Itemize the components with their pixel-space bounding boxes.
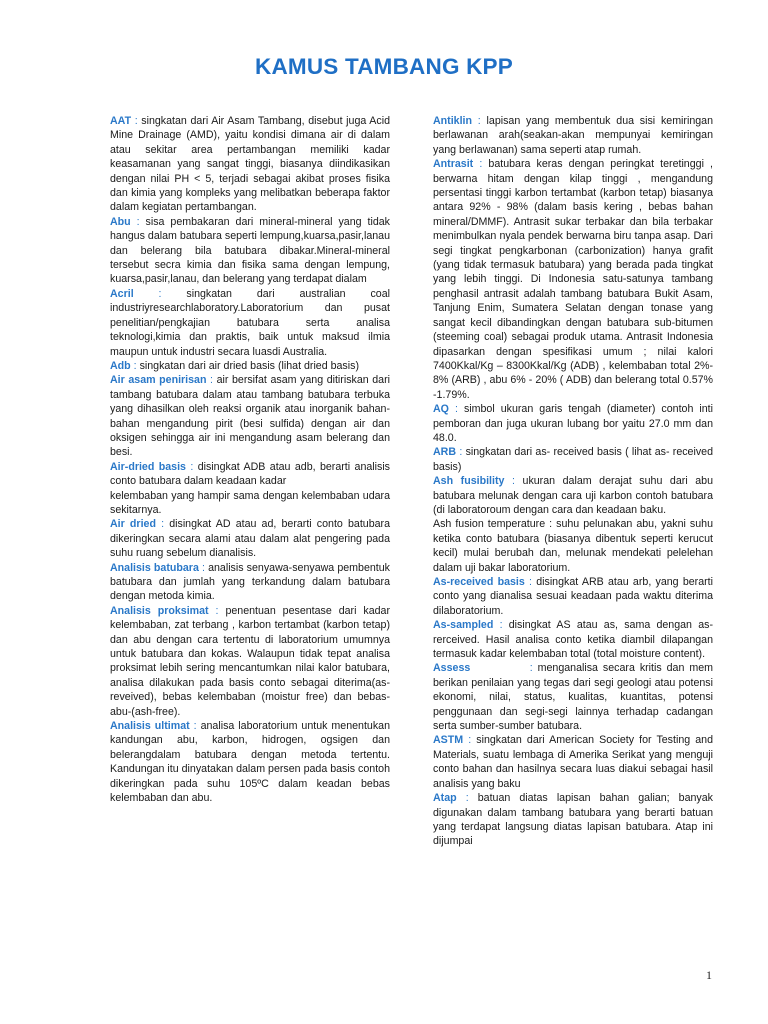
glossary-entry-abu — [110, 215, 390, 287]
page-title: KAMUS TAMBANG KPP — [255, 54, 513, 79]
entry-definition: simbol ukuran garis tengah (diameter) contoh inti pemboran dan juga ukuran lubang bor yaitu 27.0 mm dan 48.0. — [433, 403, 713, 444]
entry-separator: : — [130, 215, 146, 228]
entry-separator: : — [155, 518, 170, 531]
entry-term: ARB — [433, 446, 457, 459]
entry-separator: : — [208, 604, 226, 617]
glossary-entry-air-asam-penirisan — [110, 373, 390, 459]
entry-separator: : — [206, 374, 217, 387]
entry-separator: : — [185, 460, 198, 473]
entry-term: Adb — [110, 359, 131, 372]
entry-definition: disingkat AS atau as, sama dengan as-rerceived. Hasil analisa conto ketika diambil dilapangan termasuk kadar kelembaban total (total moisture content). — [433, 619, 713, 661]
entry-definition: singkatan dari Air Asam Tambang, disebut juga Acid Mine Drainage (AMD), yaitu kondisi dimana air di dalam atau sekitar area pertambangan memiliki kadar keasamanan yang sangat tinggi, biasanya diindikasikan dengan nilai PH < 5, terjadi sebagai akibat proses fisika dan kimia yang kompleks yang melibatkan beberapa faktor dalam kegiatan pertambangan. — [110, 115, 391, 214]
entry-term: Air dried — [110, 518, 156, 531]
entry-continuation: kelembaban yang hampir sama dengan kelembaban udara sekitarnya. — [110, 489, 390, 516]
entry-definition: disingkat ADB atau adb, berarti analisis conto batubara dalam keadaan kadar — [110, 460, 391, 488]
entry-term: Analisis ultimat — [110, 720, 190, 733]
entry-term: As-received basis — [433, 576, 525, 588]
entry-definition: disingkat AD atau ad, berarti conto batubara dikeringkan secara alami atau dalam alat pengering pada suhu ruang sebelum dianalisis. — [110, 518, 390, 560]
entry-term: Assess — [433, 662, 471, 675]
entry-term: Analisis batubara — [110, 561, 199, 574]
glossary-entry-atap — [433, 791, 713, 849]
entry-term: AAT — [110, 115, 132, 127]
entry-term: Analisis proksimat — [110, 604, 209, 617]
entry-separator: : — [463, 734, 477, 747]
entry-term: Ash fusibility — [433, 475, 505, 488]
glossary-entry-analisis-proksimat — [110, 604, 390, 719]
entry-definition: lapisan yang membentuk dua sisi kemiringan berlawanan arah(seakan-akan mempunyai kemiringan yang berlawanan) sama seperti atap rumah. — [433, 115, 713, 156]
entry-separator: : — [504, 475, 523, 488]
entry-definition: ukuran dalam derajat suhu dari abu batubara melunak dengan cara uji karbon contoh batubara (di laboratoroum dengan cara dan keadaan baku. — [433, 475, 714, 516]
glossary-entry-acril — [110, 287, 390, 359]
glossary-entry-analisis-ultimat — [110, 719, 390, 805]
glossary-entry-aat — [110, 114, 390, 215]
entry-separator: : — [470, 662, 538, 675]
entry-definition: menganalisa secara kritis dan mem berikan penilaian yang tegas dari segi geologi atau potensi ekonomi, nilai, status, kualitas, kuantitas, potensi penggunaan dan segi-segi lainnya terhadap cadangan serta sumber-sumber batubara. — [433, 662, 713, 733]
glossary-entry-as-sampled — [433, 618, 713, 661]
entry-separator: : — [456, 446, 466, 459]
glossary-entry-arb — [433, 445, 713, 474]
entry-term: As-sampled — [433, 619, 494, 632]
glossary-entry-astm — [433, 733, 713, 791]
entry-continuation: Ash fusion temperature : suhu pelunakan abu, yakni suhu ketika conto batubara (biasanya dibentuk seperti kerucut kecil) mulai berubah dan, melunak mendekati pelelehan dalam uji bakar laboratorium. — [433, 518, 713, 574]
glossary-entry-as-received-basis — [433, 575, 713, 618]
entry-separator: : — [456, 792, 478, 805]
glossary-entry-analisis-batubara — [110, 561, 390, 604]
entry-term: Atap — [433, 792, 457, 805]
entry-separator: : — [189, 720, 201, 733]
entry-definition: air bersifat asam yang ditiriskan dari tambang batubara dalam atau tambang batubara terbuka yang dihasilkan oleh reaksi organik atau inorganik bahan-bahan mengandung pirit (besi sulfida) dengan air dan oksigen sehingga air ini mengandung asam belerang dan besi. — [110, 374, 391, 459]
entry-definition: analisis senyawa-senyawa pembentuk batubara dan jumlah yang terkandung dalam batubara dengan metoda kimia. — [110, 561, 390, 603]
glossary-entry-adb — [110, 359, 390, 373]
entry-separator: : — [493, 619, 509, 632]
glossary-entry-antrasit — [433, 157, 713, 402]
entry-definition: singkatan dari as- received basis ( lihat as- received basis) — [433, 446, 713, 473]
entry-separator: : — [473, 158, 489, 171]
entry-separator: : — [198, 561, 209, 574]
right-column — [433, 114, 713, 849]
entry-term: Antiklin — [433, 115, 473, 127]
glossary-entry-antiklin — [433, 114, 713, 157]
glossary-entry-air-dried-basis — [110, 460, 390, 489]
glossary-entry-air-dried — [110, 517, 390, 560]
entry-separator: : — [448, 403, 464, 416]
entry-definition: penentuan pesentase dari kadar kelembaban, zat terbang , karbon tertambat (karbon tetap) dan abu dengan cara tertentu di laboratorium umumnya untuk batubara dan kokas. Walaupun tidak tepat analisa proksimat lebih sering mencantumkan nilai kalor batubara, analisa dilakukan pada basis conto sebagai diterima(as-reveived), bebas kelembaban (moistur free) dan bebas-abu-(ash-free). — [110, 604, 390, 718]
entry-term: ASTM — [433, 734, 464, 747]
entry-definition: sisa pembakaran dari mineral-mineral yang tidak hangus dalam batubara seperti lempung,kuarsa,pasir,lanau dan belerang bila batubara dibakar.Mineral-mineral tersebut secra kimia dan fisika sama dengan lempung, kuarsa,pasir,lanau, dan belerang yang terdapat dialam — [110, 215, 390, 286]
left-column — [110, 114, 390, 806]
glossary-entry-aq — [433, 402, 713, 445]
entry-separator: : — [130, 359, 140, 372]
entry-definition: analisa laboratorium untuk menentukan kandungan abu, karbon, hidrogen, ogsigen dan belerangdalam batubara dengan metoda tertentu. Kandungan itu dinyatakan dalam persen pada basis contoh dikeringkan pada suhu 105ºC dalam keadan bebas kelembaban dan abu. — [110, 720, 390, 805]
entry-term: Antrasit — [433, 158, 474, 171]
entry-definition: batuan diatas lapisan bahan galian; banyak digunakan dalam tambang batubara yang berarti batuan yang terdapat langsung diatas lapisan batubara. Atap ini dijumpai — [433, 792, 713, 848]
glossary-entry-ash-fusibility — [433, 474, 713, 517]
entry-term: Abu — [110, 215, 131, 228]
page-number: 1 — [706, 968, 712, 982]
entry-definition: singkatan dari air dried basis (lihat dried basis) — [139, 359, 359, 372]
entry-separator: : — [524, 576, 537, 588]
entry-definition: singkatan dari American Society for Testing and Materials, suatu lembaga di Amerika Serikat yang menguji conto bahan dan hasilnya secara luas diakui sebagai hasil analisis yang baku — [433, 734, 713, 790]
entry-definition: singkatan dari australian coal industriyresearchlaboratory.Laboratorium dan pusat penelitian/pengkajian batubara serta analisa teknologi,kimia dan praktis, baik untuk maksud ilmia maupun untuk industri secara luasdi Australia. — [110, 287, 390, 358]
glossary-entry-assess — [433, 661, 713, 733]
entry-term: Air asam penirisan — [110, 374, 207, 387]
entry-separator: : — [133, 287, 187, 300]
entry-definition: disingkat ARB atau arb, yang berarti conto yang dianalisa sesuai keadaan pada waktu diterima dilaboratorium. — [433, 576, 713, 617]
entry-term: Acril — [110, 287, 134, 300]
entry-separator: : — [472, 115, 487, 127]
entry-separator: : — [131, 115, 142, 127]
entry-term: AQ — [433, 403, 449, 416]
entry-term: Air-dried basis — [110, 460, 186, 473]
entry-definition: batubara keras dengan peringkat teretinggi , berwarna hitam dengan kilap tinggi , mengandung persentasi tinggi karbon tertambat (karbon tetap) biasanya antara 92% - 98% (dalam basis kering , bebas bahan mineral/DMMF). Antrasit sukar terbakar dan bila terbakar menimbulkan nyala pendek berwarna biru tanpa asap. Dari segi tingkat pengkarbonan (carbonization) hanya grafit (yang tidak termasuk batubara) yang berada pada tingkat yang lebih tinggi. Di Indonesia satu-satunya tambang penghasil antrasit adalah tambang batubara Bukit Asam, Tanjung Enim, Sumatera Selatan dengan tonase yang sangat kecil dibandingkan dengan batubara sub-bitumen (steeming coal) sebagai produk utama. Antrasit Indonesia dipasarkan dengan spesifikasi umum ; nilai kalori 7400Kkal/Kg – 8300Kkal/Kg (ADB) , kelembaban total 2%- 8% (ARB) , abu 6% - 20% ( ADB) dan belerang total 0.57% -1.79%. — [433, 158, 713, 401]
